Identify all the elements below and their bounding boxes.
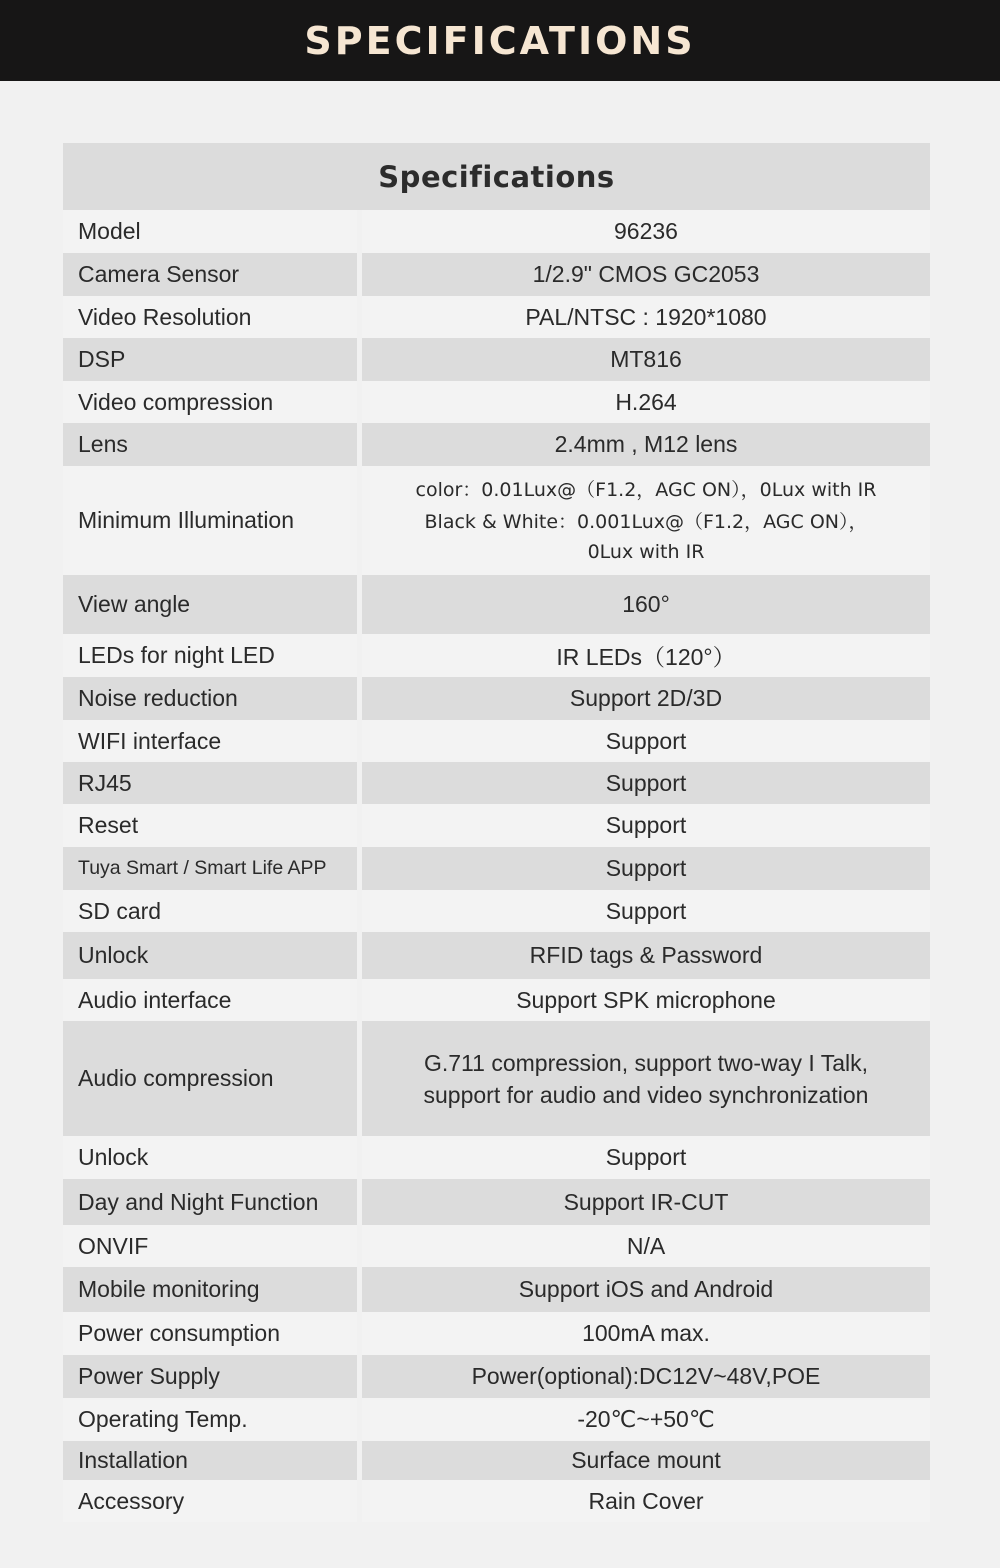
row-label: Power Supply <box>63 1355 357 1398</box>
table-row <box>63 932 930 979</box>
table-row <box>63 1312 930 1355</box>
row-value: Support 2D/3D <box>362 677 930 720</box>
row-label: Noise reduction <box>63 677 357 720</box>
illumination-line-1: color：0.01Lux@（F1.2，AGC ON），0Lux with IR <box>415 479 877 501</box>
table-row <box>63 1480 930 1522</box>
row-label: Audio interface <box>63 979 357 1021</box>
table-row <box>63 1021 930 1136</box>
row-label: Minimum Illumination <box>63 466 357 575</box>
row-value: Support <box>362 1136 930 1179</box>
compression-line-1: G.711 compression, support two-way I Talk, <box>423 1049 868 1076</box>
illumination-line-3: 0Lux with IR <box>587 541 705 563</box>
row-label: Power consumption <box>63 1312 357 1355</box>
row-label: Mobile monitoring <box>63 1267 357 1312</box>
row-label: Operating Temp. <box>63 1398 357 1441</box>
row-label: Model <box>63 210 357 253</box>
row-label: Day and Night Function <box>63 1179 357 1225</box>
illumination-line-2: Black & White：0.001Lux@（F1.2，AGC ON）， <box>424 511 868 533</box>
row-value: 2.4mm , M12 lens <box>362 423 930 466</box>
table-title: Specifications <box>378 159 615 194</box>
table-row <box>63 423 930 466</box>
row-label: Reset <box>63 804 357 847</box>
row-label: ONVIF <box>63 1225 357 1267</box>
row-label: DSP <box>63 338 357 381</box>
row-value: Support SPK microphone <box>362 979 930 1021</box>
row-value: 96236 <box>362 210 930 253</box>
table-row <box>63 1179 930 1225</box>
table-row <box>63 210 930 253</box>
row-value: Rain Cover <box>362 1480 930 1522</box>
row-value: PAL/NTSC : 1920*1080 <box>362 296 930 338</box>
row-value: RFID tags & Password <box>362 932 930 979</box>
row-value: Support <box>362 720 930 762</box>
row-value: Support <box>362 890 930 932</box>
table-row <box>63 1398 930 1441</box>
row-value: N/A <box>362 1225 930 1267</box>
table-row <box>63 466 930 575</box>
table-row <box>63 979 930 1021</box>
row-value: Support IR-CUT <box>362 1179 930 1225</box>
row-label: WIFI interface <box>63 720 357 762</box>
row-label: Lens <box>63 423 357 466</box>
table-row <box>63 253 930 296</box>
banner-title: SPECIFICATIONS <box>304 18 696 63</box>
row-value: H.264 <box>362 381 930 423</box>
row-value: Power(optional):DC12V~48V,POE <box>362 1355 930 1398</box>
table-row <box>63 1267 930 1312</box>
table-row <box>63 847 930 890</box>
row-label: Unlock <box>63 932 357 979</box>
row-value: -20℃~+50℃ <box>362 1398 930 1441</box>
row-value: MT816 <box>362 338 930 381</box>
row-label: SD card <box>63 890 357 932</box>
row-label: LEDs for night LED <box>63 634 357 677</box>
row-value <box>362 466 930 575</box>
table-row <box>63 575 930 634</box>
row-value: Support <box>362 762 930 804</box>
row-label: Camera Sensor <box>63 253 357 296</box>
header-banner <box>0 0 1000 81</box>
table-row <box>63 381 930 423</box>
table-row <box>63 1441 930 1480</box>
table-row <box>63 1136 930 1179</box>
table-row <box>63 890 930 932</box>
row-value: Support iOS and Android <box>362 1267 930 1312</box>
row-label: Accessory <box>63 1480 357 1522</box>
row-value: 1/2.9" CMOS GC2053 <box>362 253 930 296</box>
table-row <box>63 1225 930 1267</box>
table-row <box>63 804 930 847</box>
row-value: 100mA max. <box>362 1312 930 1355</box>
row-label: Audio compression <box>63 1021 357 1136</box>
row-label: Video compression <box>63 381 357 423</box>
table-row <box>63 338 930 381</box>
table-row <box>63 677 930 720</box>
table-header <box>63 143 930 210</box>
row-value: Support <box>362 847 930 890</box>
row-label: View angle <box>63 575 357 634</box>
table-row <box>63 762 930 804</box>
row-value: IR LEDs（120°） <box>362 634 930 677</box>
row-value <box>362 1021 930 1136</box>
table-row <box>63 296 930 338</box>
row-value: 160° <box>362 575 930 634</box>
table-row <box>63 1355 930 1398</box>
specifications-table <box>63 143 930 1514</box>
table-row <box>63 720 930 762</box>
row-label: Unlock <box>63 1136 357 1179</box>
table-row <box>63 634 930 677</box>
row-label: RJ45 <box>63 762 357 804</box>
row-value: Support <box>362 804 930 847</box>
row-label: Video Resolution <box>63 296 357 338</box>
row-label: Installation <box>63 1441 357 1480</box>
compression-line-2: support for audio and video synchronization <box>423 1081 869 1108</box>
row-label: Tuya Smart / Smart Life APP <box>63 847 357 890</box>
row-value: Surface mount <box>362 1441 930 1480</box>
